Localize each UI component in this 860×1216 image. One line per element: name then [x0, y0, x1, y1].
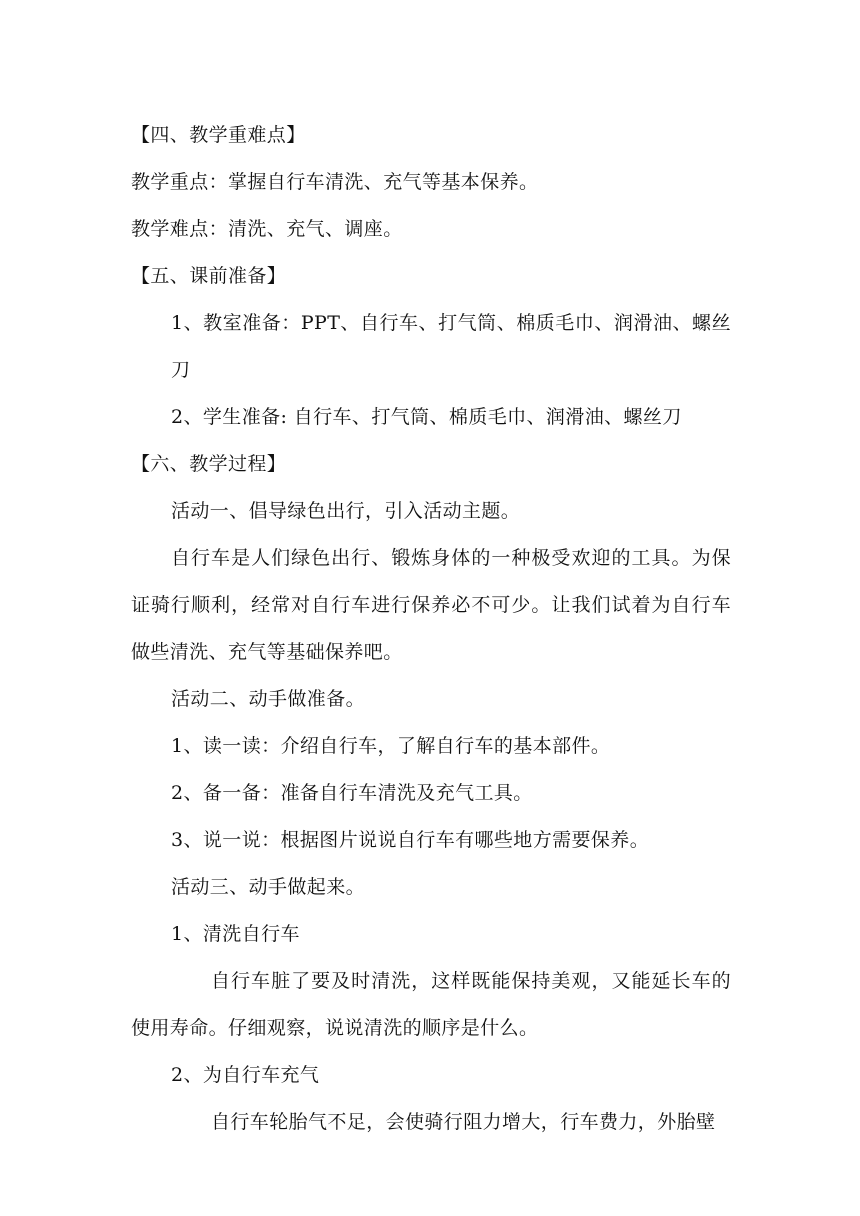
- activity-3-title: 活动三、动手做起来。: [171, 876, 366, 898]
- step-say: 3、说一说：根据图片说说自行车有哪些地方需要保养。: [171, 829, 650, 851]
- activity-2-title: 活动二、动手做准备。: [171, 688, 366, 710]
- section-4-heading: 【四、教学重难点】: [131, 124, 306, 146]
- key-point-text: 教学重点：掌握自行车清洗、充气等基本保养。: [131, 171, 539, 193]
- document-body: [131, 112, 731, 1146]
- clean-paragraph: 自行车脏了要及时清洗，这样既能保持美观，又能延长车的使用寿命。仔细观察，说说清洗的顺序是什么。: [131, 970, 731, 1039]
- section-5-heading: 【五、课前准备】: [131, 265, 287, 287]
- prep-item-student: 2、学生准备: 自行车、打气筒、棉质毛巾、润滑油、螺丝刀: [171, 406, 682, 428]
- clean-title: 1、清洗自行车: [171, 923, 300, 945]
- step-read: 1、读一读：介绍自行车，了解自行车的基本部件。: [171, 735, 611, 757]
- activity-1-title: 活动一、倡导绿色出行，引入活动主题。: [171, 500, 521, 522]
- difficult-point-text: 教学难点：清洗、充气、调座。: [131, 218, 403, 240]
- activity-1-paragraph: 自行车是人们绿色出行、锻炼身体的一种极受欢迎的工具。为保证骑行顺利，经常对自行车进行保养必不可少。让我们试着为自行车做些清洗、充气等基础保养吧。: [131, 547, 731, 663]
- step-prepare: 2、备一备：准备自行车清洗及充气工具。: [171, 782, 533, 804]
- section-6-heading: 【六、教学过程】: [131, 453, 287, 475]
- inflate-paragraph: 自行车轮胎气不足，会使骑行阻力增大，行车费力，外胎壁: [211, 1111, 716, 1133]
- prep-item-classroom: 1、教室准备：PPT、自行车、打气筒、棉质毛巾、润滑油、螺丝刀: [171, 312, 731, 381]
- inflate-title: 2、为自行车充气: [171, 1064, 320, 1086]
